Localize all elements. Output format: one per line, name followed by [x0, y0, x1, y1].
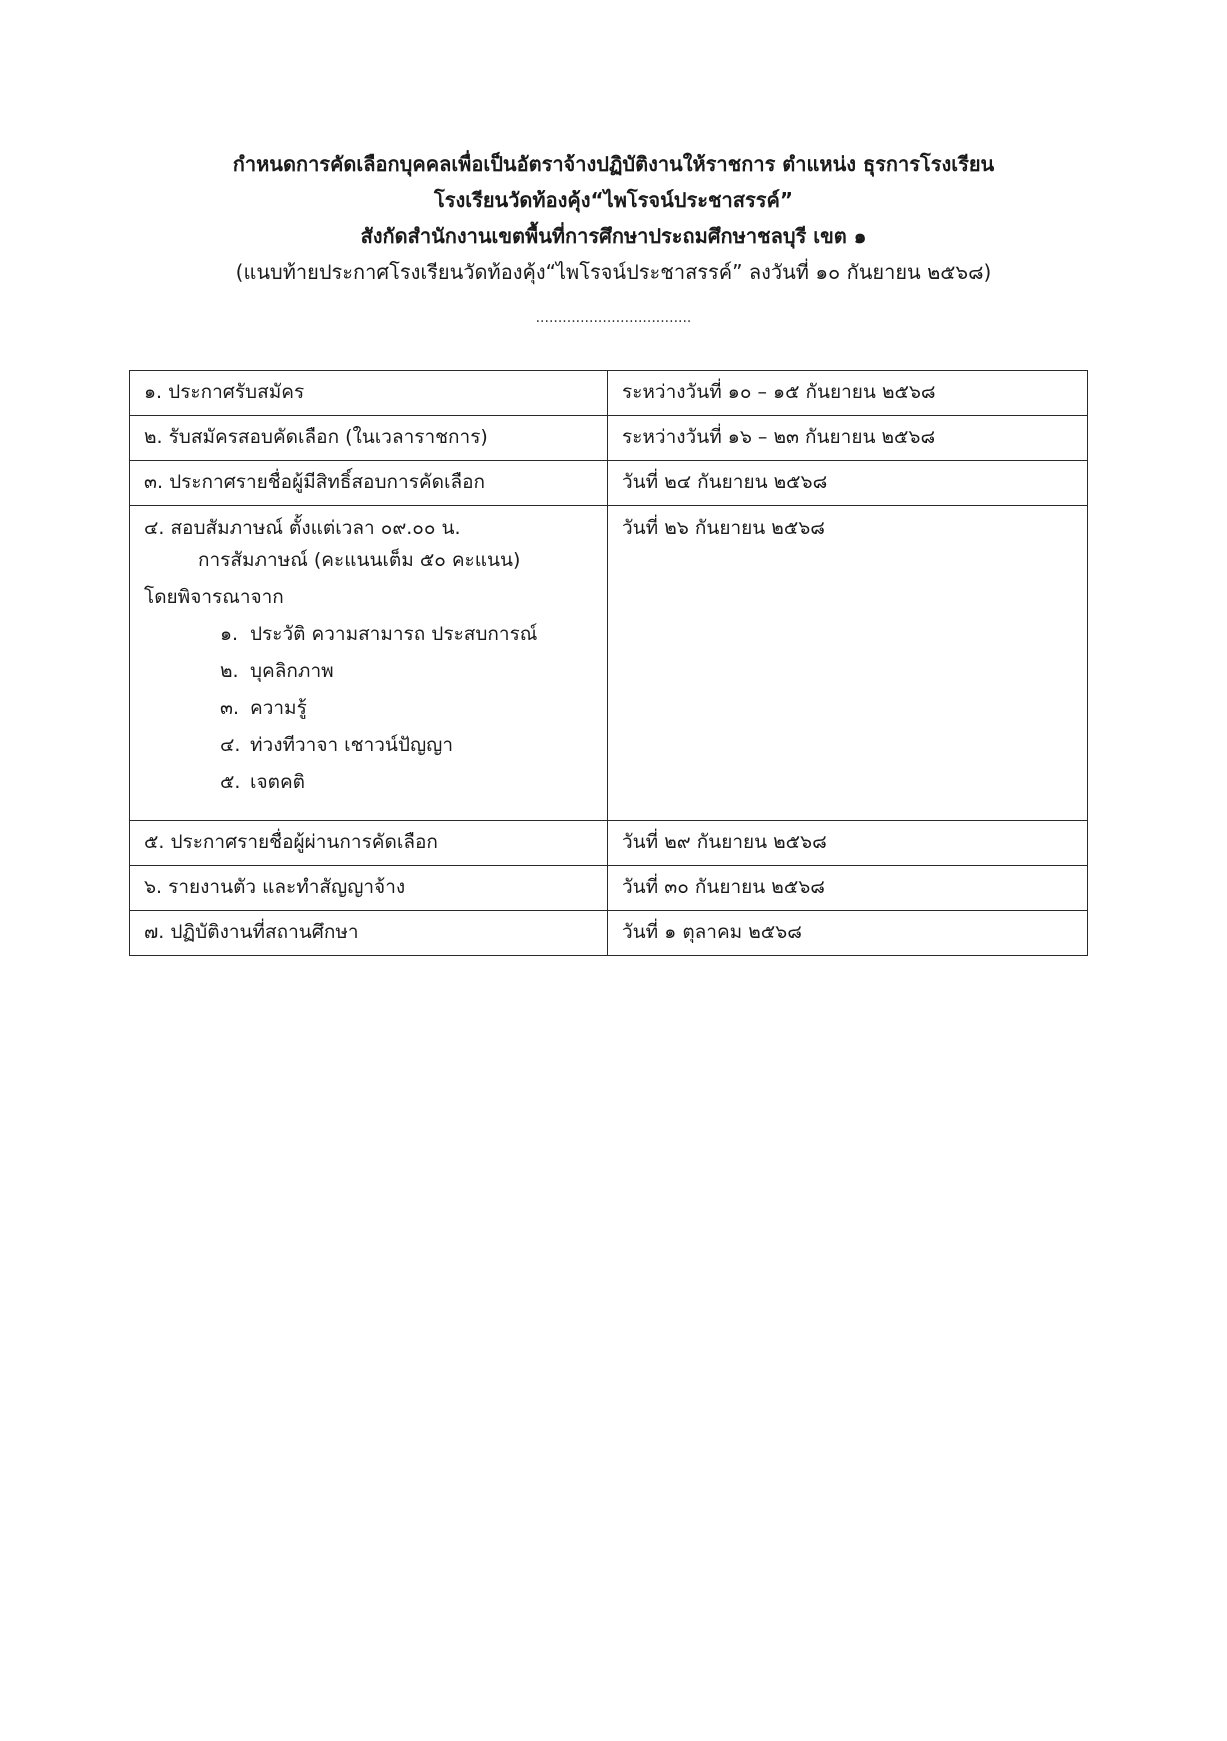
criteria-text: ประวัติ ความสามารถ ประสบการณ์: [250, 623, 538, 645]
activity-cell: ๑. ประกาศรับสมัคร: [130, 371, 608, 416]
table-row: [130, 371, 1088, 416]
criteria-text: บุคลิกภาพ: [250, 660, 334, 682]
criteria-text: ท่วงทีวาจา เชาวน์ปัญญา: [250, 734, 453, 756]
document-title: กำหนดการคัดเลือกบุคคลเพื่อเป็นอัตราจ้างปฏิบัติงานให้ราชการ ตำแหน่ง ธุรการโรงเรียน: [232, 152, 995, 176]
criteria-number: ๓.: [220, 697, 240, 719]
date-cell: ระหว่างวันที่ ๑๐ – ๑๕ กันยายน ๒๕๖๘: [608, 371, 1088, 416]
activity-cell: [130, 506, 608, 821]
attachment-note: (แนบท้ายประกาศโรงเรียนวัดท้องคุ้ง“ไพโรจน์ประชาสรรค์” ลงวันที่ ๑๐ กันยายน ๒๕๖๘): [235, 260, 992, 284]
activity-cell: ๒. รับสมัครสอบคัดเลือก (ในเวลาราชการ): [130, 416, 608, 461]
table-row: [130, 866, 1088, 911]
document-header: [0, 146, 1227, 290]
list-item: [144, 690, 595, 727]
date-cell: [608, 506, 1088, 821]
criteria-number: ๑.: [220, 623, 239, 645]
activity-cell: ๕. ประกาศรายชื่อผู้ผ่านการคัดเลือก: [130, 821, 608, 866]
table-row: [130, 821, 1088, 866]
criteria-intro: โดยพิจารณาจาก: [144, 586, 284, 608]
table-row: [130, 416, 1088, 461]
date-cell: วันที่ ๓๐ กันยายน ๒๕๖๘: [608, 866, 1088, 911]
dotted-separator: ...................................: [535, 310, 692, 326]
criteria-number: ๔.: [220, 734, 241, 756]
date-cell: วันที่ ๑ ตุลาคม ๒๕๖๘: [608, 911, 1088, 956]
activity-cell: ๖. รายงานตัว และทำสัญญาจ้าง: [130, 866, 608, 911]
list-item: [144, 653, 595, 690]
criteria-list: [144, 616, 595, 801]
table-row: [130, 461, 1088, 506]
criteria-number: ๕.: [220, 771, 241, 793]
affiliation: สังกัดสำนักงานเขตพื้นที่การศึกษาประถมศึกษาชลบุรี เขต ๑: [360, 224, 867, 248]
date-cell: ระหว่างวันที่ ๑๖ – ๒๓ กันยายน ๒๕๖๘: [608, 416, 1088, 461]
schedule-table: [129, 370, 1088, 956]
list-item: [144, 616, 595, 653]
interview-activity: ๔. สอบสัมภาษณ์ ตั้งแต่เวลา ๐๙.๐๐ น.: [144, 517, 461, 539]
criteria-text: ความรู้: [250, 697, 307, 719]
list-item: [144, 727, 595, 764]
interview-score-line: การสัมภาษณ์ (คะแนนเต็ม ๕๐ คะแนน): [198, 549, 521, 571]
activity-cell: ๗. ปฏิบัติงานที่สถานศึกษา: [130, 911, 608, 956]
criteria-text: เจตคติ: [250, 771, 306, 793]
activity-cell: ๓. ประกาศรายชื่อผู้มีสิทธิ์สอบการคัดเลือก: [130, 461, 608, 506]
list-item: [144, 764, 595, 801]
table-row: [130, 506, 1088, 821]
interview-date: วันที่ ๒๖ กันยายน ๒๕๖๘: [622, 517, 825, 539]
school-name: โรงเรียนวัดท้องคุ้ง“ไพโรจน์ประชาสรรค์”: [433, 188, 793, 212]
date-cell: วันที่ ๒๔ กันยายน ๒๕๖๘: [608, 461, 1088, 506]
date-cell: วันที่ ๒๙ กันยายน ๒๕๖๘: [608, 821, 1088, 866]
table-row: [130, 911, 1088, 956]
criteria-number: ๒.: [220, 660, 239, 682]
